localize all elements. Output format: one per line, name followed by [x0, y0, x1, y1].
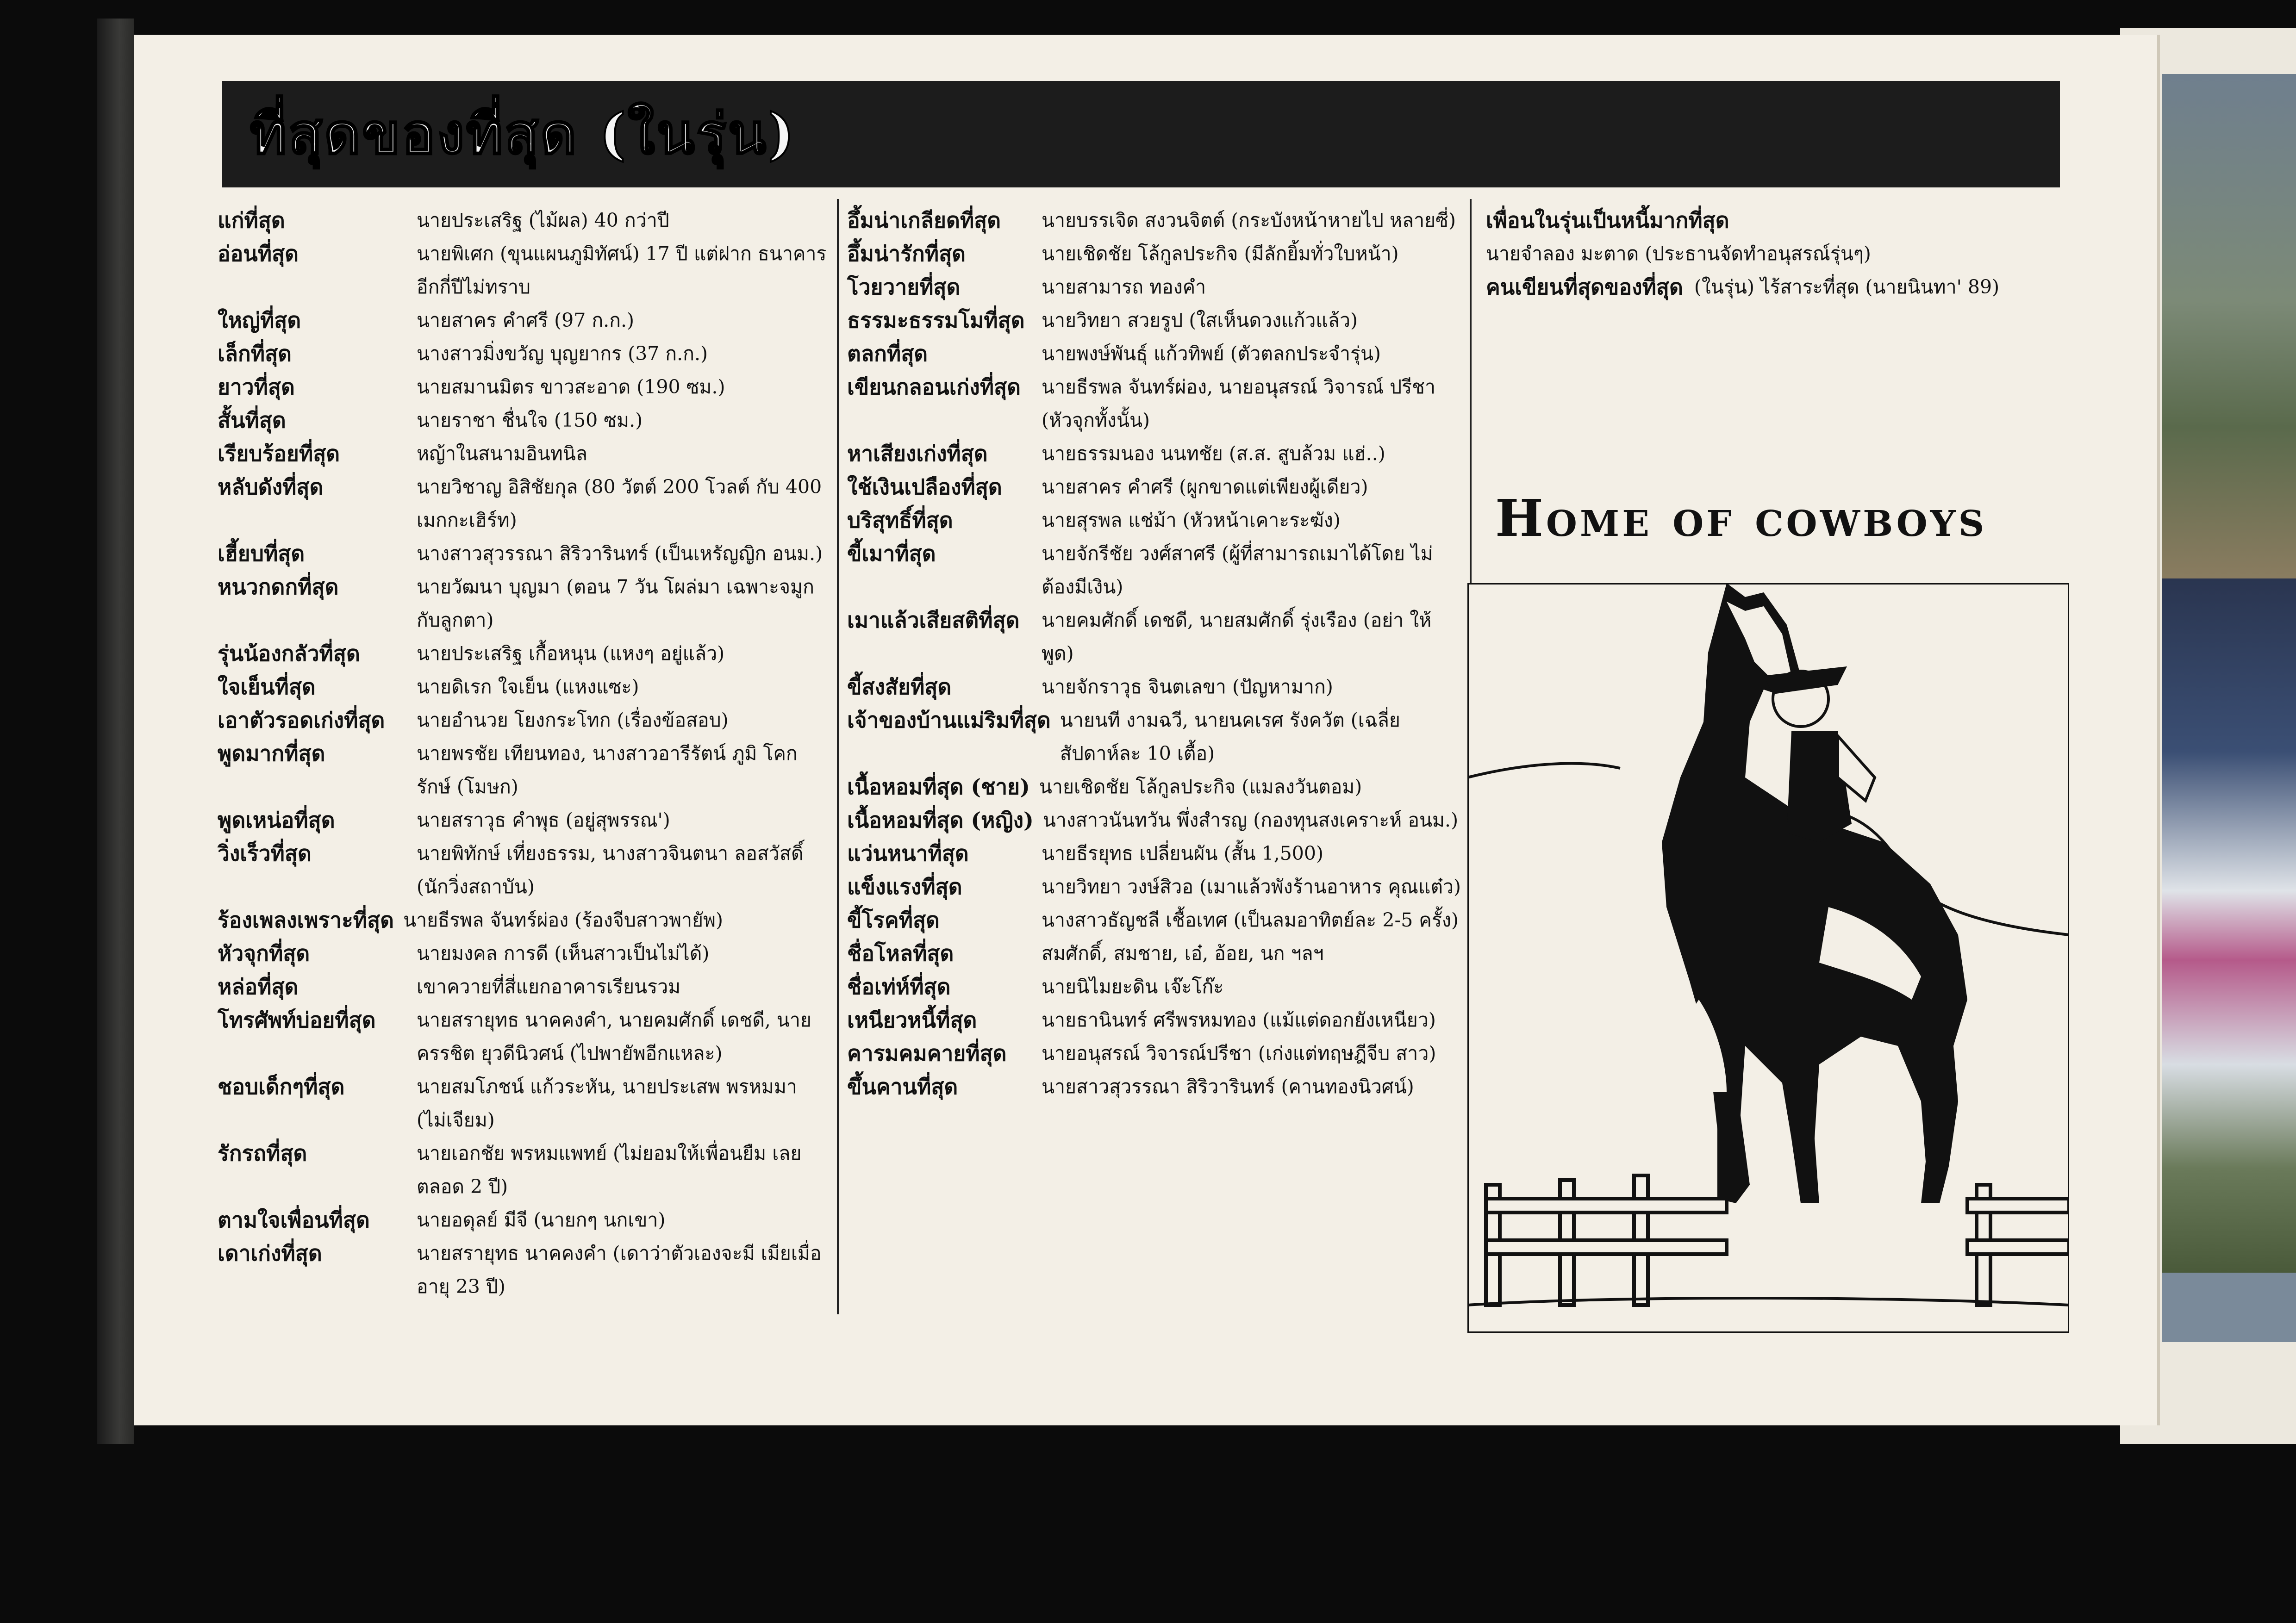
- entry-value: นายธรรมนอง นนทชัย (ส.ส. สูบล้วม แฮ่..): [1042, 442, 1385, 465]
- col2-entry: [847, 204, 1463, 237]
- col1-entry: [218, 670, 829, 703]
- col1-entry: [218, 570, 829, 637]
- photo-bottom: [2162, 1273, 2296, 1342]
- entry-value: นายเอกชัย พรหมแพทย์ (ไม่ยอมให้เพื่อนยืม เลยตลอด 2 ปี): [417, 1142, 802, 1198]
- entry-value: นางสาวมิ่งขวัญ บุญยากร (37 ก.ก.): [417, 342, 708, 365]
- entry-label: อึ้มน่าเกลียดที่สุด: [847, 208, 1001, 233]
- entry-value: (ในรุ่น) ไร้สาระที่สุด (นายนินทา' 89): [1694, 276, 2000, 298]
- col2-entry: [847, 837, 1463, 870]
- entry-label: ขี้เมาที่สุด: [847, 541, 936, 566]
- entry-value: นายสาคร คำศรี (ผูกขาดแต่เพียงผู้เดียว): [1042, 476, 1368, 498]
- entry-label: ชอบเด็กๆที่สุด: [218, 1074, 345, 1099]
- entry-label: เขียนกลอนเก่งที่สุด: [847, 374, 1021, 399]
- col1-entry: [218, 370, 829, 404]
- entry-label: ใช้เงินเปลืองที่สุด: [847, 474, 1002, 499]
- entry-value: นายวัฒนา บุญมา (ตอน 7 วัน โผล่มา เฉพาะจมูกกับลูกตา): [417, 576, 814, 631]
- entry-label: ตลกที่สุด: [847, 341, 928, 366]
- entry-value: นายเชิดชัย โล้กูลประกิจ (แมลงวันตอม): [1039, 776, 1362, 798]
- entry-label: หล่อที่สุด: [218, 974, 299, 999]
- col1-entry: [218, 1070, 829, 1137]
- entry-label: บริสุทธิ์ที่สุด: [847, 508, 953, 533]
- entry-label: ขี้โรคที่สุด: [847, 908, 940, 933]
- col2-entry: [847, 903, 1463, 937]
- entry-label: แว่นหนาที่สุด: [847, 841, 969, 866]
- superlatives-column-3: [1486, 204, 2055, 304]
- entry-value: นายพิทักษ์ เที่ยงธรรม, นางสาวจินตนา ลอสวัสดิ์ (นักวิ่งสถาบัน): [417, 842, 804, 898]
- entry-value: เขาควายที่สี่แยกอาคารเรียนรวม: [417, 976, 681, 998]
- col1-entry: [218, 337, 829, 370]
- entry-label: เอาตัวรอดเก่งที่สุด: [218, 708, 385, 733]
- entry-label: ขึ้นคานที่สุด: [847, 1074, 958, 1099]
- entry-value: นายสรายุทธ นาคคงคำ (เดาว่าตัวเองจะมี เมียเมื่ออายุ 23 ปี): [417, 1242, 822, 1298]
- col2-entry: [847, 703, 1463, 770]
- cowboy-horse-illustration: [1467, 583, 2069, 1333]
- entry-value: นายพรชัย เทียนทอง, นางสาวอารีรัตน์ ภูมิ โคกรักษ์ (โมษก): [417, 742, 798, 798]
- entry-label: หนวกดกที่สุด: [218, 574, 339, 599]
- entry-value: นายจักราวุธ จินตเลขา (ปัญหามาก): [1042, 676, 1333, 698]
- entry-value: นายจำลอง มะตาด (ประธานจัดทำอนุสรณ์รุ่นๆ): [1486, 243, 1871, 265]
- entry-label: อ่อนที่สุด: [218, 241, 299, 266]
- book-spine: [97, 19, 134, 1444]
- entry-label: พูดมากที่สุด: [218, 741, 325, 766]
- entry-label: ใจเย็นที่สุด: [218, 674, 316, 699]
- entry-value: นายบรรเจิด สงวนจิตต์ (กระบังหน้าหายไป หลายซี่): [1042, 209, 1456, 231]
- entry-label: พูดเหน่อที่สุด: [218, 808, 335, 833]
- entry-value: นายสามารถ ทองคำ: [1042, 276, 1206, 298]
- entry-value: นายพงษ์พันธุ์ แก้วทิพย์ (ตัวตลกประจำรุ่น): [1042, 342, 1381, 365]
- col1-entry: [218, 470, 829, 537]
- col1-entry: [218, 404, 829, 437]
- entry-value: นายธีรยุทธ เปลี่ยนผัน (สั้น 1,500): [1042, 842, 1323, 864]
- entry-label: ธรรมะธรรมโมที่สุด: [847, 308, 1025, 333]
- entry-value: นายจักรีชัย วงศ์สาศรี (ผู้ที่สามารถเมาได้โดย ไม่ต้องมีเงิน): [1042, 542, 1433, 598]
- entry-value: นายนที งามฉวี, นายนคเรศ รังควัต (เฉลี่ย สัปดาห์ละ 10 เตื้อ): [1060, 709, 1400, 765]
- col1-entry: [218, 437, 829, 470]
- col2-entry: [847, 1037, 1463, 1070]
- photo-building: [2162, 578, 2296, 1273]
- entry-value: นายสาวสุวรรณา สิริวารินทร์ (คานทองนิวศน์): [1042, 1076, 1414, 1098]
- col1-entry: [218, 1237, 829, 1303]
- entry-label: วิ่งเร็วที่สุด: [218, 841, 312, 866]
- col2-entry: [847, 437, 1463, 470]
- entry-label: เพื่อนในรุ่นเป็นหนี้มากที่สุด: [1486, 208, 1729, 233]
- col2-entry: [847, 270, 1463, 304]
- page-title: ที่สุดของที่สุด (ในรุ่น): [250, 101, 796, 167]
- entry-value: นายพิเศก (ขุนแผนภูมิทัศน์) 17 ปี แต่ฝาก ธนาคารอีกกี่ปีไม่ทราบ: [417, 243, 827, 298]
- entry-label: โวยวายที่สุด: [847, 274, 961, 299]
- entry-label: แข็งแรงที่สุด: [847, 874, 962, 899]
- entry-value: นายอำนวย โยงกระโทก (เรื่องข้อสอบ): [417, 709, 729, 731]
- col2-entry: [847, 1070, 1463, 1103]
- col1-entry: [218, 537, 829, 570]
- col2-entry: [847, 237, 1463, 270]
- entry-value: นายธีรพล จันทร์ผ่อง (ร้องจีบสาวพายัพ): [403, 909, 724, 931]
- col2-entry: [847, 370, 1463, 437]
- col2-entry: [847, 470, 1463, 504]
- col1-entry: [218, 903, 829, 937]
- entry-value: นายสรายุทธ นาคคงคำ, นายคมศักดิ์ เดชดี, นายครรชิต ยุวดีนิวศน์ (ไปพายัพอีกแหละ): [417, 1009, 811, 1064]
- col1-entry: [218, 237, 829, 304]
- entry-label: ใหญ่ที่สุด: [218, 308, 301, 333]
- col2-entry: [847, 504, 1463, 537]
- entry-value: นายราชา ชื่นใจ (150 ซม.): [417, 409, 643, 431]
- entry-value: นายวิทยา สวยรูป (ใสเห็นดวงแก้วแล้ว): [1042, 309, 1358, 331]
- col1-entry: [218, 737, 829, 803]
- col1-entry: [218, 703, 829, 737]
- entry-label: เนื้อหอมที่สุด (หญิง): [847, 808, 1034, 833]
- entry-label: เมาแล้วเสียสติที่สุด: [847, 608, 1020, 633]
- col2-entry: [847, 304, 1463, 337]
- col1-entry: [218, 304, 829, 337]
- entry-label: โทรศัพท์บ่อยที่สุด: [218, 1007, 376, 1032]
- col2-entry: [847, 1003, 1463, 1037]
- entry-label: ขี้สงสัยที่สุด: [847, 674, 952, 699]
- col2-entry: [847, 770, 1463, 803]
- entry-value: นายเชิดชัย โล้กูลประกิจ (มีลักยิ้มทั่วใบหน้า): [1042, 243, 1399, 265]
- entry-label: รักรถที่สุด: [218, 1141, 307, 1166]
- superlatives-column-2: [847, 204, 1463, 1103]
- entry-label: คนเขียนที่สุดของที่สุด: [1486, 274, 1683, 299]
- entry-label: เรียบร้อยที่สุด: [218, 441, 340, 466]
- col1-entry: [218, 837, 829, 903]
- entry-label: หาเสียงเก่งที่สุด: [847, 441, 988, 466]
- superlatives-column-1: [218, 204, 829, 1303]
- col1-entry: [218, 637, 829, 670]
- col2-entry: [847, 803, 1463, 837]
- entry-label: เดาเก่งที่สุด: [218, 1241, 322, 1266]
- col1-entry: [218, 937, 829, 970]
- entry-value: นายสาคร คำศรี (97 ก.ก.): [417, 309, 635, 331]
- entry-value: นายสุรพล แช่ม้า (หัวหน้าเคาะระฆัง): [1042, 509, 1341, 531]
- entry-label: รุ่นน้องกลัวที่สุด: [218, 641, 360, 666]
- entry-label: สั้นที่สุด: [218, 408, 286, 433]
- column-divider: [837, 199, 839, 1314]
- entry-label: ร้องเพลงเพราะที่สุด: [218, 908, 394, 933]
- col2-entry: [847, 670, 1463, 703]
- entry-value: นายประเสริฐ เกื้อหนุน (แหงๆ อยู่แล้ว): [417, 642, 725, 665]
- feature-title: Home of cowboys: [1495, 488, 1987, 548]
- entry-value: นายมงคล การดี (เห็นสาวเป็นไม่ได้): [417, 942, 710, 964]
- col1-entry: [218, 204, 829, 237]
- col1-entry: [218, 1003, 829, 1070]
- entry-value: นายอดุลย์ มีจี (นายกๆ นกเขา): [417, 1209, 666, 1231]
- entry-label: ชื่อเท่ห์ที่สุด: [847, 974, 951, 999]
- entry-value: นายนิไมยะดิน เจ๊ะโก๊ะ: [1042, 976, 1224, 998]
- entry-label: เจ้าของบ้านแม่ริมที่สุด: [847, 708, 1051, 733]
- entry-value: สมศักดิ์, สมชาย, เอ๋, อ้อย, นก ฯลฯ: [1042, 942, 1324, 964]
- photo-garden-sign: [2162, 74, 2296, 578]
- entry-value: นางสาวสุวรรณา สิริวารินทร์ (เป็นเหรัญญิก อนม.): [417, 542, 823, 565]
- entry-label: คารมคมคายที่สุด: [847, 1041, 1007, 1066]
- col1-entry: [218, 1203, 829, 1237]
- col1-entry: [218, 803, 829, 837]
- entry-value: นายวิทยา วงษ์สิวอ (เมาแล้วพังร้านอาหาร คุณแต๋ว): [1042, 876, 1461, 898]
- entry-label: เฮี้ยบที่สุด: [218, 541, 305, 566]
- col2-entry: [847, 337, 1463, 370]
- entry-value: นางสาวธัญชลี เชื้อเทศ (เป็นลมอาทิตย์ละ 2-5 ครั้ง): [1042, 909, 1459, 931]
- col2-entry: [847, 937, 1463, 970]
- entry-value: นางสาวนันทวัน พึ่งสำรญ (กองทุนสงเคราะห์ อนม.): [1042, 809, 1459, 831]
- entry-label: ตามใจเพื่อนที่สุด: [218, 1207, 370, 1232]
- entry-value: นายสมโภชน์ แก้วระหัน, นายประเสพ พรหมมา (ไม่เจียม): [417, 1076, 797, 1131]
- entry-value: นายวิชาญ อิสิชัยกุล (80 วัตต์ 200 โวลต์ กับ 400 เมกกะเฮิร์ท): [417, 476, 822, 531]
- col1-entry: [218, 970, 829, 1003]
- entry-label: ยาวที่สุด: [218, 374, 295, 399]
- entry-value: นายธานินทร์ ศรีพรหมทอง (แม้แต่ดอกยังเหนียว): [1042, 1009, 1436, 1031]
- entry-label: เนื้อหอมที่สุด (ชาย): [847, 774, 1030, 799]
- entry-value: หญ้าในสนามอินทนิล: [417, 442, 587, 465]
- col3-entry: [1486, 270, 2055, 304]
- entry-value: นายอนุสรณ์ วิจารณ์ปรีชา (เก่งแต่ทฤษฎีจีบ สาว): [1042, 1042, 1436, 1064]
- col3-entry: [1486, 204, 2055, 270]
- entry-label: เหนียวหนี้ที่สุด: [847, 1007, 977, 1032]
- entry-label: อึ้มน่ารักที่สุด: [847, 241, 966, 266]
- col2-entry: [847, 970, 1463, 1003]
- entry-label: ชื่อโหลที่สุด: [847, 941, 954, 966]
- col2-entry: [847, 537, 1463, 603]
- entry-value: นายคมศักดิ์ เดชดี, นายสมศักดิ์ รุ่งเรือง (อย่า ให้พูด): [1042, 609, 1432, 665]
- entry-label: หัวจุกที่สุด: [218, 941, 310, 966]
- entry-value: นายสมานมิตร ขาวสะอาด (190 ซม.): [417, 376, 725, 398]
- entry-label: หลับดังที่สุด: [218, 474, 324, 499]
- entry-label: เล็กที่สุด: [218, 341, 292, 366]
- entry-value: นายดิเรก ใจเย็น (แหงแซะ): [417, 676, 639, 698]
- entry-value: นายธีรพล จันทร์ผ่อง, นายอนุสรณ์ วิจารณ์ ปรีชา (หัวจุกทั้งนั้น): [1042, 376, 1436, 431]
- entry-value: นายสราวุธ คำพุธ (อยู่สุพรรณ'): [417, 809, 670, 831]
- col2-entry: [847, 603, 1463, 670]
- entry-label: แก่ที่สุด: [218, 208, 285, 233]
- col2-entry: [847, 870, 1463, 903]
- entry-value: นายประเสริฐ (ไม้ผล) 40 กว่าปี: [417, 209, 669, 231]
- col1-entry: [218, 1137, 829, 1203]
